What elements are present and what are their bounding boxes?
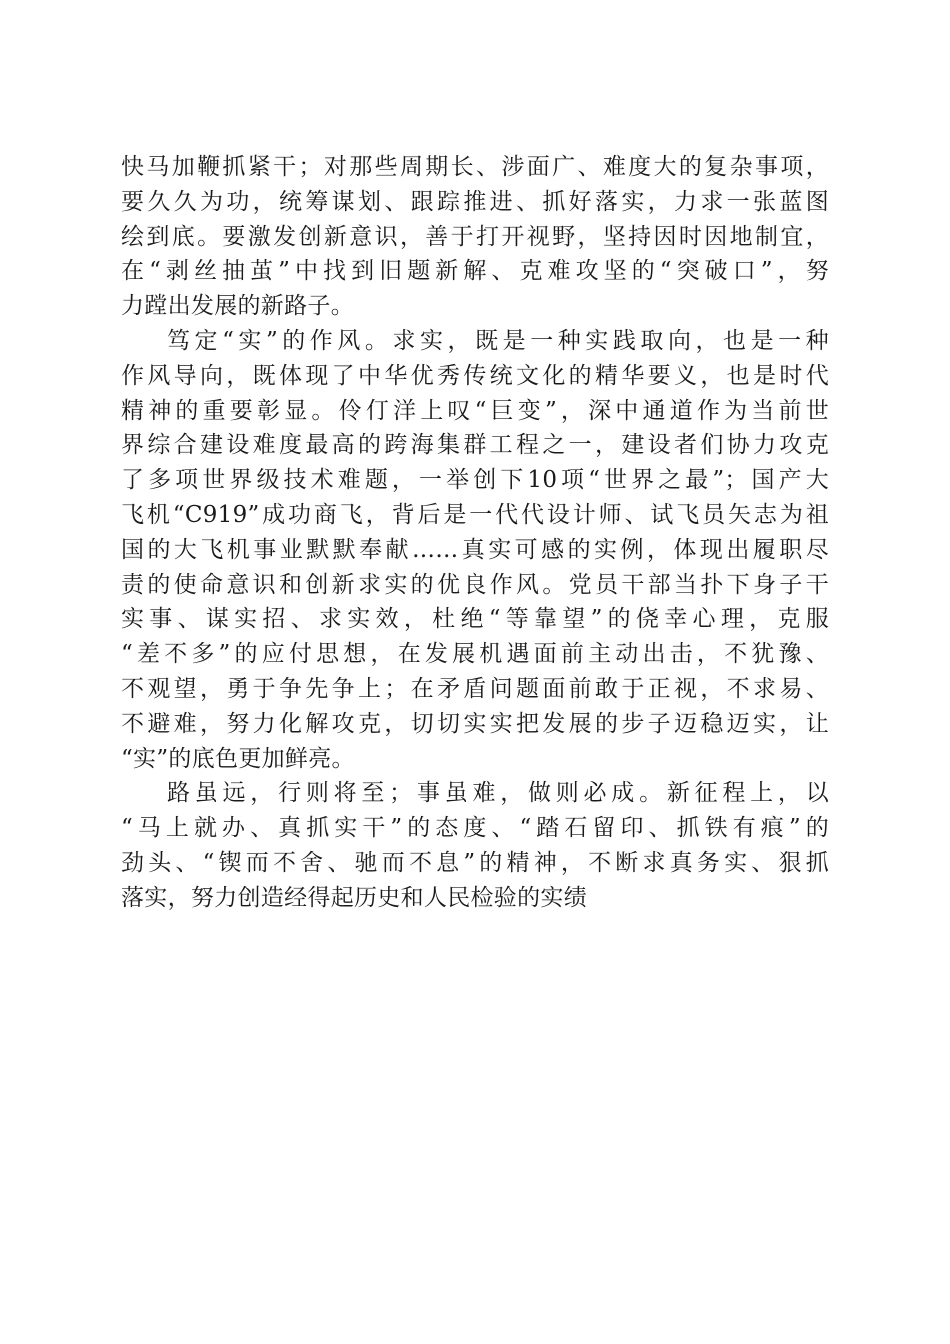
text-line: 快马加鞭抓紧干；对那些周期长、涉面广、难度大的复杂事项， — [121, 154, 829, 180]
text-line: “差不多”的应付思想，在发展机遇面前主动出击，不犹豫、 — [121, 641, 829, 668]
text-line: 了多项世界级技术难题，一举创下10项“世界之最”；国产大 — [121, 467, 829, 494]
text-line: 责的使命意识和创新求实的优良作风。党员干部当扑下身子干 — [121, 571, 829, 598]
text-line: 笃定“实”的作风。求实，既是一种实践取向，也是一种 — [167, 327, 829, 354]
text-line: “马上就办、真抓实干”的态度、“踏石留印、抓铁有痕”的 — [121, 815, 829, 842]
text-line: 落实，努力创造经得起历史和人民检验的实绩 — [121, 884, 587, 911]
text-line: 劲头、“锲而不舍、驰而不息”的精神，不断求真务实、狠抓 — [121, 849, 829, 876]
text-line: “实”的底色更加鲜亮。 — [121, 745, 355, 772]
text-line: 界综合建设难度最高的跨海集群工程之一，建设者们协力攻克 — [121, 432, 829, 459]
text-line: 要久久为功，统筹谋划、跟踪推进、抓好落实，力求一张蓝图 — [121, 188, 829, 215]
text-line: 路虽远，行则将至；事虽难，做则必成。新征程上，以 — [167, 780, 829, 807]
body-text — [121, 150, 829, 916]
text-line: 精神的重要彰显。伶仃洋上叹“巨变”，深中通道作为当前世 — [121, 397, 829, 424]
text-line: 实事、谋实招、求实效，杜绝“等靠望”的侥幸心理，克服 — [121, 606, 829, 633]
text-line: 绘到底。要激发创新意识，善于打开视野，坚持因时因地制宜， — [121, 223, 829, 250]
text-line: 飞机“C919”成功商飞，背后是一代代设计师、试飞员矢志为祖 — [121, 501, 829, 528]
text-line: 国的大飞机事业默默奉献……真实可感的实例，体现出履职尽 — [121, 536, 829, 563]
text-line: 在“剥丝抽茧”中找到旧题新解、克难攻坚的“突破口”，努 — [121, 258, 829, 285]
text-line: 不观望，勇于争先争上；在矛盾问题面前敢于正视，不求易、 — [121, 675, 829, 702]
text-line: 作风导向，既体现了中华优秀传统文化的精华要义，也是时代 — [121, 362, 829, 389]
text-line: 力蹚出发展的新路子。 — [121, 293, 354, 320]
text-line: 不避难，努力化解攻克，切切实实把发展的步子迈稳迈实，让 — [121, 710, 829, 737]
